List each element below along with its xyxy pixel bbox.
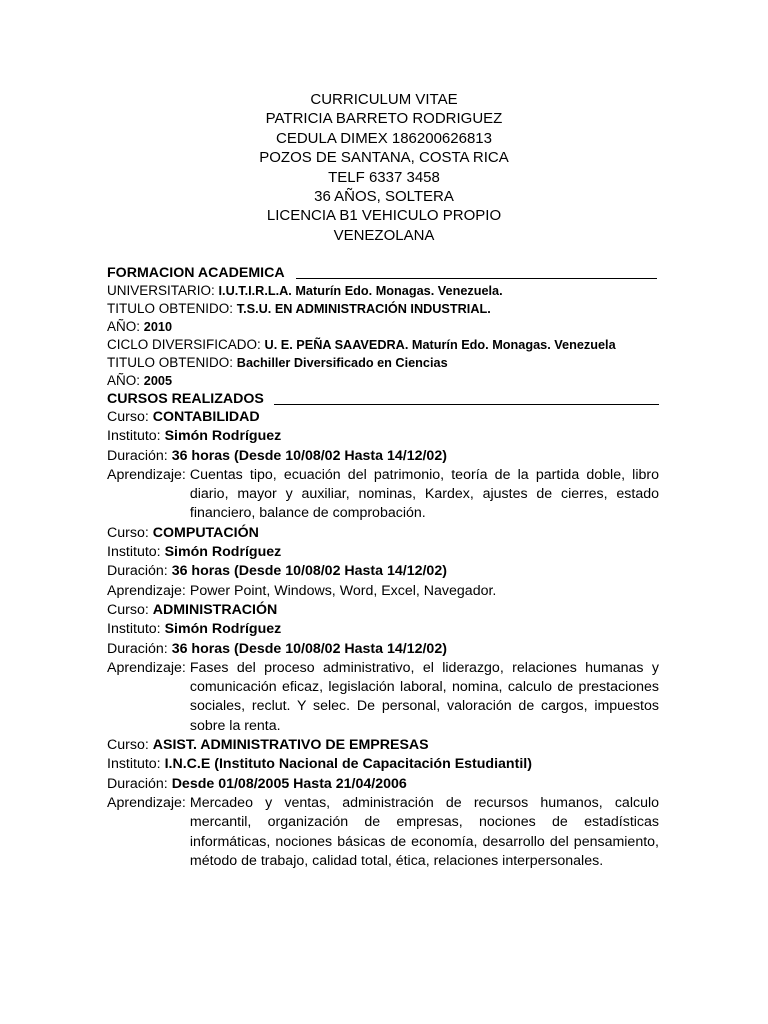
cv-phone: TELF 6337 3458 — [328, 168, 440, 186]
curso-block — [107, 736, 659, 871]
curso-instituto: Instituto: Simón Rodríguez — [107, 621, 282, 638]
section-underline — [296, 278, 657, 280]
formacion-ciclo-diversificado: CICLO DIVERSIFICADO: U. E. PEÑA SAAVEDRA. Maturín Edo. Monagas. Venezuela — [107, 337, 616, 352]
curso-instituto: Instituto: Simón Rodríguez — [107, 428, 282, 445]
cv-license: LICENCIA B1 VEHICULO PROPIO — [266, 207, 502, 225]
section-title: FORMACION ACADEMICA — [107, 265, 285, 281]
formacion-titulo-2: TITULO OBTENIDO: Bachiller Diversificado en Ciencias — [107, 355, 448, 370]
curso-name: Curso: ASIST. ADMINISTRATIVO DE EMPRESAS — [107, 737, 429, 754]
curso-name: Curso: CONTABILIDAD — [107, 409, 260, 425]
curso-name: Curso: COMPUTACIÓN — [107, 524, 259, 541]
curso-duracion: Duración: 36 horas (Desde 10/08/02 Hasta 14/12/02) — [107, 640, 447, 657]
section-title: CURSOS REALIZADOS — [107, 391, 264, 407]
curso-duracion: Duración: 36 horas (Desde 10/08/02 Hasta 14/12/02) — [107, 563, 447, 580]
formacion-titulo-1: TITULO OBTENIDO: T.S.U. EN ADMINISTRACIÓN INDUSTRIAL. — [107, 301, 491, 316]
cv-id-number: CEDULA DIMEX 186200626813 — [276, 129, 492, 147]
formacion-universitario: UNIVERSITARIO: I.U.T.I.R.L.A. Maturín Edo. Monagas. Venezuela. — [107, 283, 503, 298]
curso-name: Curso: ADMINISTRACIÓN — [107, 601, 278, 618]
cv-title: CURRICULUM VITAE — [310, 91, 458, 108]
section-formacion-academica — [107, 264, 659, 282]
curso-aprendizaje: Aprendizaje: Cuentas tipo, ecuación del patrimonio, teoría de la partida doble, libro diario, mayor y auxiliar, nominas, Kardex, ajustes de cierres, estado financiero, balance de comprobación. — [107, 466, 659, 522]
curso-aprendizaje: Aprendizaje: Mercadeo y ventas, administración de recursos humanos, calculo mercantil, organización de empresas, nociones de estadísticas informáticas, nociones básicas de economía, desarrollo del pensamiento, método de trabajo, calidad total, ética, relaciones interpersonales. — [107, 794, 659, 869]
cv-full-name: PATRICIA BARRETO RODRIGUEZ — [265, 110, 503, 128]
section-underline — [274, 404, 659, 406]
curso-duracion: Duración: Desde 01/08/2005 Hasta 21/04/2006 — [107, 775, 407, 792]
formacion-anio-1: AÑO: 2010 — [107, 319, 173, 334]
curso-block — [107, 524, 659, 601]
curso-block — [107, 601, 659, 736]
section-cursos-realizados — [107, 390, 659, 408]
curso-aprendizaje: Aprendizaje: Power Point, Windows, Word, Excel, Navegador. — [107, 582, 497, 599]
cv-header — [0, 90, 768, 245]
cv-body — [107, 264, 659, 871]
cv-address: POZOS DE SANTANA, COSTA RICA — [259, 149, 509, 167]
cv-age-status: 36 AÑOS, SOLTERA — [314, 188, 454, 206]
curso-duracion: Duración: 36 horas (Desde 10/08/02 Hasta 14/12/02) — [107, 447, 447, 464]
curso-instituto: Instituto: I.N.C.E (Instituto Nacional de Capacitación Estudiantil) — [107, 756, 532, 773]
curso-aprendizaje: Aprendizaje: Fases del proceso administrativo, el liderazgo, relaciones humanas y comunicación eficaz, legislación laboral, nomina, calculo de prestaciones sociales, reclut. Y selec. De personal, valoración de cargos, impuestos sobre la renta. — [107, 659, 659, 734]
curso-block — [107, 408, 659, 524]
formacion-anio-2: AÑO: 2005 — [107, 373, 173, 388]
curso-instituto: Instituto: Simón Rodríguez — [107, 544, 282, 561]
cv-nationality: VENEZOLANA — [333, 226, 435, 244]
